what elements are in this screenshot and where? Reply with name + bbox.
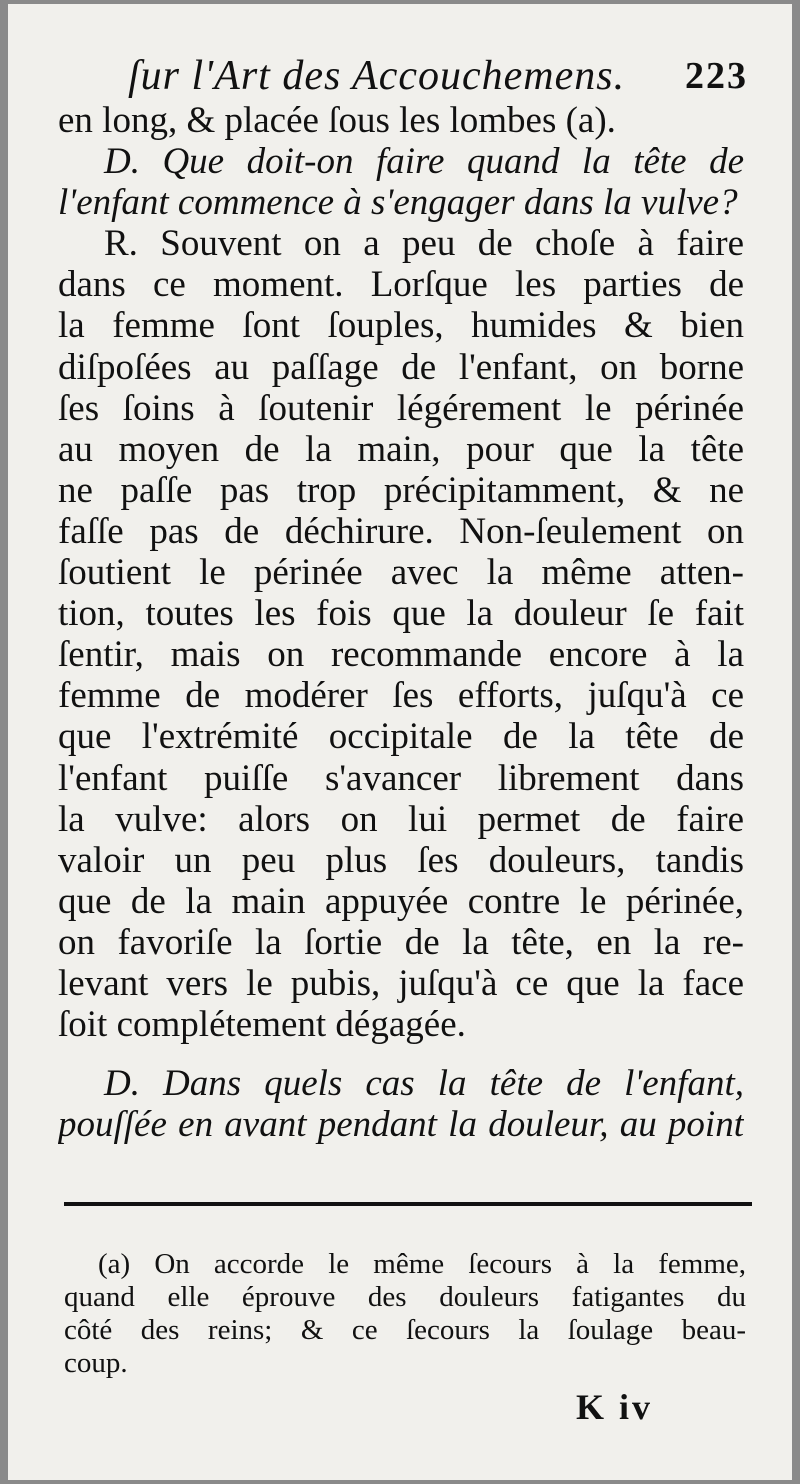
text-line: faſſe pas de déchirure. Non-ſeulement on [58,510,744,552]
question-line: pouſſée en avant pendant la douleur, au point [58,1104,744,1146]
text-line: ſoutient le périnée avec la même atten- [58,552,744,594]
question-line: D. Que doit-on faire quand la tête de [104,141,744,183]
text-line: l'enfant puiſſe s'avancer librement dans [58,757,744,799]
book-page [8,4,792,1480]
text-line: ſoit complétement dégagée. [58,1004,466,1046]
text-line: ſentir, mais on recommande encore à la [58,634,744,676]
text-line: que de la main appuyée contre le périnée, [58,880,744,922]
text-line: en long, & placée ſous les lombes (a). [58,100,616,141]
footnote-line: (a) On accorde le même ſecours à la femme, [98,1248,746,1280]
text-line: la vulve: alors on lui permet de faire [58,798,744,840]
question-line: D. Dans quels cas la tête de l'enfant, [104,1063,744,1105]
text-line: tion, toutes les fois que la douleur ſe fait [58,593,744,635]
text-line: valoir un peu plus ſes douleurs, tandis [58,839,744,881]
text-line: au moyen de la main, pour que la tête [58,428,744,470]
page-header [128,52,748,102]
text-line: on favoriſe la ſortie de la tête, en la re- [58,921,744,963]
footnote-line: côté des reins; & ce ſecours la ſoulage beau- [64,1314,746,1346]
signature-mark: K iv [576,1387,654,1427]
page-number: 223 [685,55,748,97]
footnote-rule [64,1202,752,1206]
text-line: que l'extrémité occipitale de la tête de [58,716,744,758]
text-line: la femme ſont ſouples, humides & bien [58,305,744,347]
footnote-line: coup. [64,1347,128,1379]
text-line: levant vers le pubis, juſqu'à ce que la face [58,962,744,1004]
text-line: dans ce moment. Lorſque les parties de [58,264,744,306]
text-line: femme de modérer ſes efforts, juſqu'à ce [58,675,744,717]
text-line: diſpoſées au paſſage de l'enfant, on borne [58,346,744,388]
text-line: ne paſſe pas trop précipitamment, & ne [58,469,744,511]
text-line: ſes ſoins à ſoutenir légérement le périnée [58,387,744,429]
answer-line: R. Souvent on a peu de choſe à faire [104,223,744,265]
main-text [58,100,744,1145]
footnote [64,1248,746,1380]
running-title: ſur l'Art des Accouchemens. [128,53,626,99]
footnote-line: quand elle éprouve des douleurs fatigantes du [64,1281,746,1313]
question-line: l'enfant commence à s'engager dans la vulve? [58,182,738,224]
